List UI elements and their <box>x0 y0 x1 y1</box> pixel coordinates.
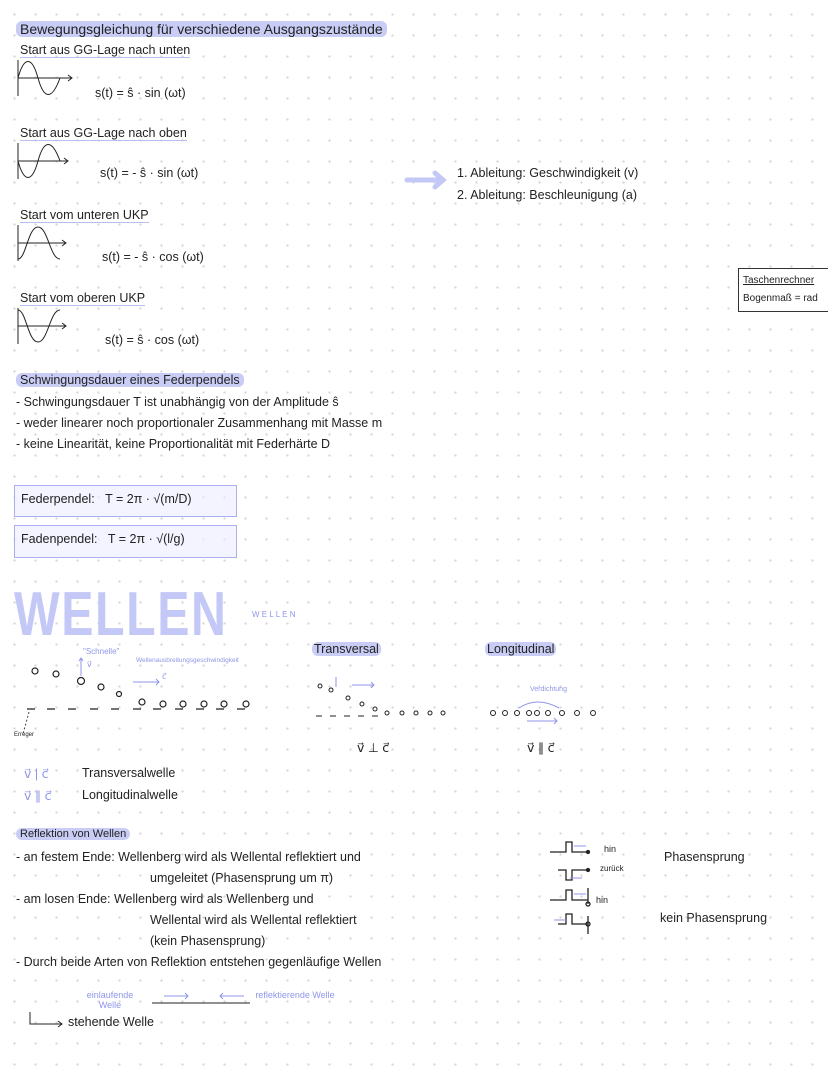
counter-propagating-arrows <box>150 993 255 1005</box>
bullet: - Schwingungsdauer T ist unabhängig von der Amplitude ŝ <box>16 395 339 409</box>
reflection-line: Wellental wird als Wellental reflektiert <box>150 913 357 927</box>
equation: s(t) = ŝ · cos (ωt) <box>105 333 200 347</box>
cos-neg-graph-icon <box>16 225 76 265</box>
title-letter: W <box>252 610 260 619</box>
case-heading: Start aus GG-Lage nach unten <box>20 43 191 57</box>
reflection-line: (kein Phasensprung) <box>150 934 266 948</box>
waves-title: WELLEN <box>14 580 228 649</box>
page-title: Bewegungsgleichung für verschiedene Ausgangszustände <box>16 21 387 37</box>
bullet: - keine Linearität, keine Proportionalität mit Federhärte D <box>16 437 331 451</box>
transversal-wave-diagram <box>15 660 255 745</box>
c-label: c⃗ <box>162 672 167 681</box>
result-arrow-icon <box>28 1012 68 1028</box>
derivative-2: 2. Ableitung: Beschleunigung (a) <box>457 188 637 202</box>
longitudinal-mini-diagram <box>487 690 617 730</box>
reflection-diagrams <box>548 836 608 941</box>
title-letter: N <box>289 610 296 619</box>
hin-label: hin <box>604 844 617 854</box>
formula-box-federpendel <box>14 485 237 517</box>
title-letters <box>252 610 296 619</box>
schnelle-label: "Schnelle" <box>83 647 120 656</box>
derivative-1: 1. Ableitung: Geschwindigkeit (v) <box>457 166 639 180</box>
bullet: - weder linearer noch proportionaler Zusammenhang mit Masse m <box>16 416 383 430</box>
hin-label: hin <box>596 895 609 905</box>
calculator-title: Taschenrechner <box>743 275 815 286</box>
case-heading: Start vom oberen UKP <box>20 291 146 305</box>
formula: T = 2π · √(l/g) <box>107 532 185 546</box>
transversal-mini-diagram <box>312 675 452 720</box>
reflection-line: - an festem Ende: Wellenberg wird als Wellental reflektiert und <box>16 850 361 864</box>
formula-label: Fadenpendel: <box>21 532 98 546</box>
kein-phasensprung-label: kein Phasensprung <box>660 911 768 925</box>
formula-box-fadenpendel <box>14 525 237 558</box>
calculator-note-box <box>738 268 828 312</box>
arrow-right-icon <box>405 170 449 190</box>
erreger-label: Erreger <box>14 732 35 738</box>
propagation-label: Wellenausbreitungsgeschwindigkeit <box>136 657 239 664</box>
sine-up-graph-icon <box>16 143 76 183</box>
title-letter: L <box>275 610 280 619</box>
phasensprung-label: Phasensprung <box>664 850 745 864</box>
formula-label: Federpendel: <box>21 492 95 506</box>
zurueck-label: zurück <box>600 864 624 873</box>
longitudinal-heading: Longitudinal <box>487 642 555 656</box>
standing-wave-label: stehende Welle <box>68 1015 154 1029</box>
title-letter: E <box>261 610 268 619</box>
case-heading: Start vom unteren UKP <box>20 208 149 222</box>
calculator-note: Bogenmaß = rad <box>743 293 818 304</box>
legend-label: Longitudinalwelle <box>82 788 178 802</box>
v-label: v⃗ <box>87 660 92 669</box>
incoming-wave-label: einlaufende Welle <box>86 990 134 1010</box>
equation: s(t) = - ŝ · cos (ωt) <box>102 250 204 264</box>
sine-down-graph-icon <box>16 60 76 100</box>
reflected-wave-label: reflektierende Welle <box>255 990 335 1000</box>
reflection-line: - am losen Ende: Wellenberg wird als Wellenberg und <box>16 892 314 906</box>
section-heading: Reflektion von Wellen <box>16 828 130 840</box>
legend-symbol: v⃗ ∥ c⃗ <box>24 789 52 803</box>
title-letter: L <box>269 610 274 619</box>
cos-graph-icon <box>16 308 76 348</box>
longitudinal-relation: v⃗ ∥ c⃗ <box>527 741 555 755</box>
reflection-line: umgeleitet (Phasensprung um π) <box>150 871 334 885</box>
case-heading: Start aus GG-Lage nach oben <box>20 126 187 140</box>
legend-symbol: v⃗ | c⃗ <box>24 767 49 781</box>
equation: s(t) = ŝ · sin (ωt) <box>95 86 186 100</box>
legend-label: Transversalwelle <box>82 766 176 780</box>
title-letter: E <box>282 610 288 619</box>
equation: s(t) = - ŝ · sin (ωt) <box>100 166 199 180</box>
formula: T = 2π · √(m/D) <box>105 492 192 506</box>
verdichtung-label: Verdichtung <box>530 686 567 693</box>
section-heading: Schwingungsdauer eines Federpendels <box>16 373 244 387</box>
reflection-line: - Durch beide Arten von Reflektion entstehen gegenläufige Wellen <box>16 955 382 969</box>
transversal-heading: Transversal <box>314 642 379 656</box>
transversal-relation: v⃗ ⊥ c⃗ <box>357 741 390 755</box>
